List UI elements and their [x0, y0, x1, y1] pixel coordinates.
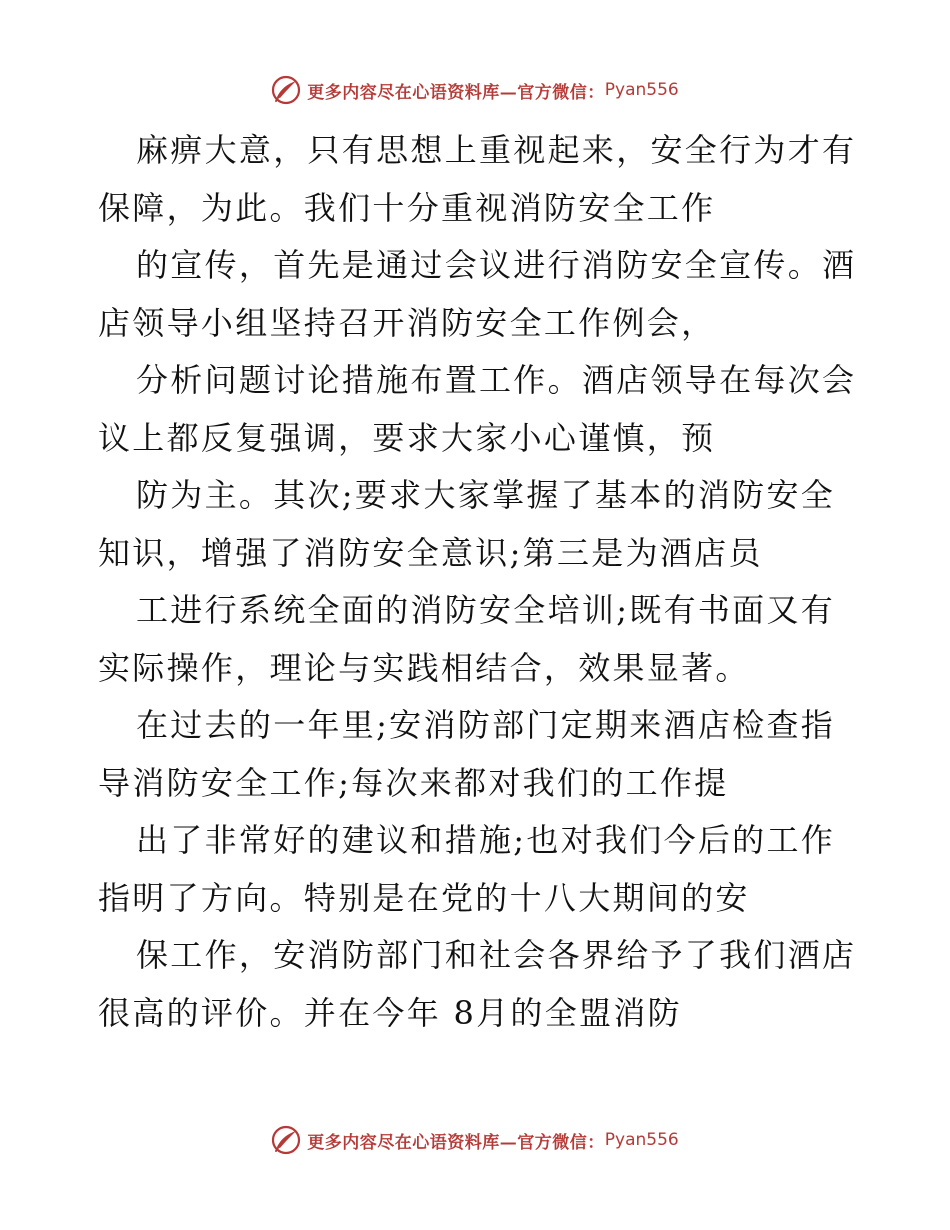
text-line: 保障，为此。我们十分重视消防安全工作 — [98, 188, 716, 227]
header-banner — [0, 70, 950, 110]
text-line: 出了非常好的建议和措施;也对我们今后的工作 — [136, 821, 836, 859]
text-line: 工进行系统全面的消防安全培训;既有书面又有 — [136, 591, 836, 629]
text-line: 很高的评价。并在今年 8月的全盟消防 — [98, 993, 682, 1032]
text-line: 麻痹大意，只有思想上重视起来，安全行为才有 — [136, 131, 857, 169]
header-banner-content — [271, 75, 678, 105]
footer-banner-content — [271, 1125, 678, 1155]
quill-logo-icon — [271, 75, 301, 105]
document-body — [98, 122, 858, 1042]
text-line: 导消防安全工作;每次来都对我们的工作提 — [98, 763, 729, 802]
text-line: 防为主。其次;要求大家掌握了基本的消防安全 — [136, 476, 836, 514]
text-line: 保工作，安消防部门和社会各界给予了我们酒店 — [136, 936, 857, 974]
footer-banner — [0, 1120, 950, 1160]
text-line: 在过去的一年里;安消防部门定期来酒店检查指 — [136, 706, 836, 744]
header-banner-text: 更多内容尽在心语资料库—官方微信： — [307, 82, 605, 103]
text-line: 店领导小组坚持召开消防安全工作例会， — [98, 303, 716, 342]
text-line: 实际操作，理论与实践相结合，效果显著。 — [98, 648, 750, 687]
text-line: 的宣传，首先是通过会议进行消防安全宣传。酒 — [136, 246, 857, 284]
text-line: 议上都反复强调，要求大家小心谨慎，预 — [98, 418, 716, 457]
text-line: 知识，增强了消防安全意识;第三是为酒店员 — [98, 533, 763, 572]
footer-banner-wechat-id: Pyan556 — [604, 1130, 679, 1150]
quill-logo-icon — [271, 1125, 301, 1155]
text-line: 指明了方向。特别是在党的十八大期间的安 — [98, 878, 750, 917]
text-line: 分析问题讨论措施布置工作。酒店领导在每次会 — [136, 361, 857, 399]
header-banner-wechat-id: Pyan556 — [604, 80, 679, 100]
footer-banner-text: 更多内容尽在心语资料库—官方微信： — [307, 1132, 605, 1153]
